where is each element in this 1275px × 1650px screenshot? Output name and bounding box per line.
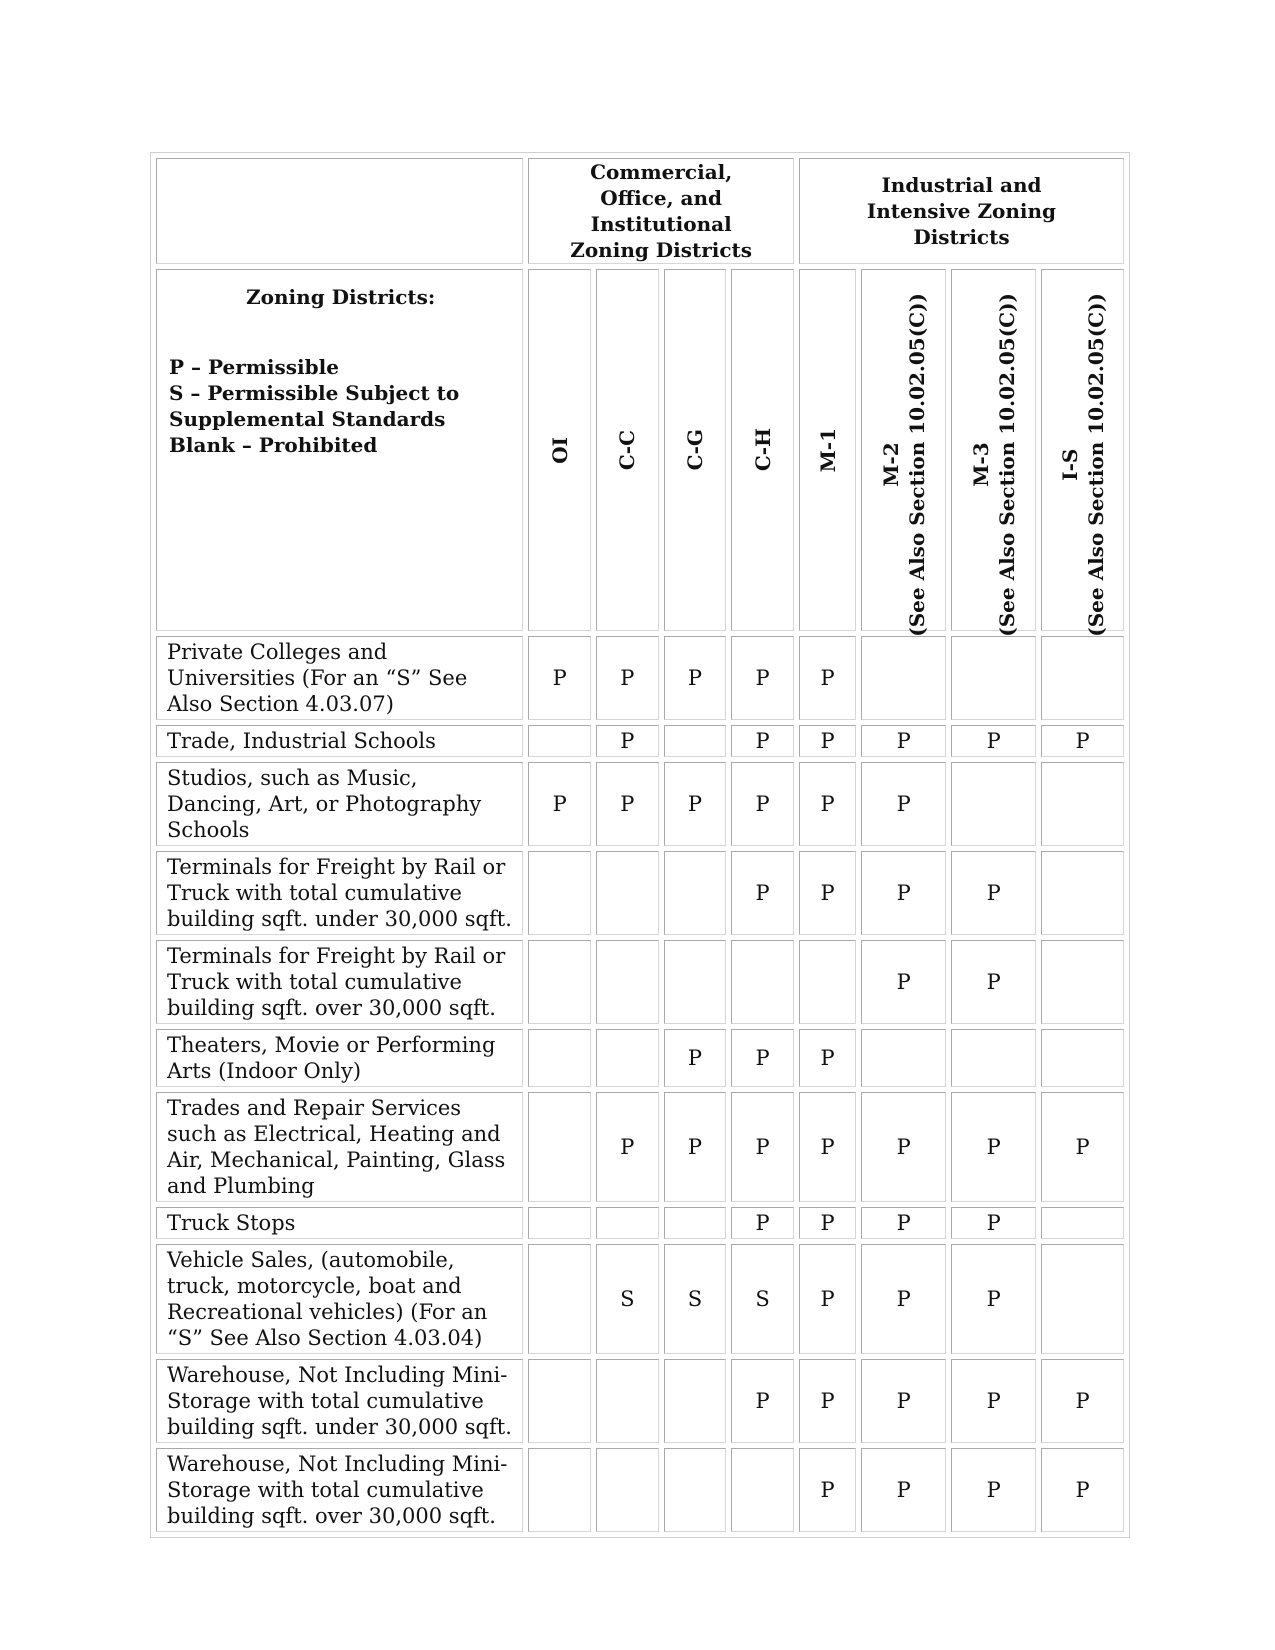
permission-cell (528, 1029, 591, 1087)
permission-cell (528, 940, 591, 1024)
permission-cell (731, 1448, 794, 1532)
permission-cell: P (731, 1092, 794, 1202)
permission-cell (1041, 940, 1124, 1024)
permission-cell (528, 1092, 591, 1202)
permission-cell: P (596, 762, 659, 846)
permission-cell: P (799, 762, 856, 846)
permission-cell (596, 940, 659, 1024)
permission-cell (596, 1359, 659, 1443)
permission-cell (528, 1207, 591, 1239)
permission-cell: P (799, 1207, 856, 1239)
permission-cell: P (799, 1448, 856, 1532)
permission-cell (1041, 851, 1124, 935)
permission-cell (1041, 762, 1124, 846)
permission-cell (528, 1359, 591, 1443)
permission-cell (1041, 636, 1124, 720)
permission-cell: P (1041, 1092, 1124, 1202)
legend-cell (156, 269, 523, 631)
permission-cell: P (664, 762, 727, 846)
column-code: C-C (615, 429, 640, 471)
table-row (156, 1359, 1124, 1443)
permission-cell: S (731, 1244, 794, 1354)
permission-cell (951, 1029, 1036, 1087)
use-name-cell: Private Colleges and Universities (For an “S” See Also Section 4.03.07) (156, 636, 523, 720)
legend-permissible: P – Permissible (169, 355, 339, 379)
column-note: (See Also Section 10.02.05(C)) (904, 293, 929, 637)
permission-cell: P (799, 1092, 856, 1202)
permission-cell (596, 1207, 659, 1239)
permission-cell (951, 762, 1036, 846)
column-header-oi (528, 269, 591, 631)
column-note: (See Also Section 10.02.05(C)) (994, 293, 1019, 637)
blank-corner-cell (156, 158, 523, 264)
permission-cell: P (731, 1359, 794, 1443)
group-commercial-header (528, 158, 794, 264)
permission-cell: P (861, 1207, 946, 1239)
column-header-c-h (731, 269, 794, 631)
permission-cell: P (664, 1092, 727, 1202)
permission-cell: P (1041, 1359, 1124, 1443)
permission-cell: P (731, 636, 794, 720)
permission-cell: P (528, 636, 591, 720)
permission-cell: P (664, 1029, 727, 1087)
column-header-m-1 (799, 269, 856, 631)
table-row (156, 1207, 1124, 1239)
legend-supplemental-line2: Supplemental Standards (169, 407, 446, 431)
permission-cell: S (664, 1244, 727, 1354)
permission-cell (664, 940, 727, 1024)
use-name-cell: Theaters, Movie or Performing Arts (Indoor Only) (156, 1029, 523, 1087)
permission-cell: P (731, 1207, 794, 1239)
permission-cell: P (951, 940, 1036, 1024)
permission-cell: P (731, 1029, 794, 1087)
permission-cell: P (951, 1092, 1036, 1202)
permission-cell: P (861, 851, 946, 935)
use-name-cell: Vehicle Sales, (automobile, truck, motorcycle, boat and Recreational vehicles) (For an “S” See Also Section 4.03.04) (156, 1244, 523, 1354)
permission-cell (664, 1207, 727, 1239)
permission-cell: P (861, 1359, 946, 1443)
column-header-c-g (664, 269, 727, 631)
permission-cell: P (951, 1244, 1036, 1354)
permission-cell: P (951, 1207, 1036, 1239)
use-name-cell: Terminals for Freight by Rail or Truck with total cumulative building sqft. over 30,000 sqft. (156, 940, 523, 1024)
column-code: C-G (682, 429, 707, 471)
permission-cell: P (799, 851, 856, 935)
table-row (156, 1092, 1124, 1202)
permission-cell: P (799, 1029, 856, 1087)
column-code: OI (547, 436, 572, 464)
column-code: C-H (750, 428, 775, 472)
permission-cell: P (861, 725, 946, 757)
use-name-cell: Trade, Industrial Schools (156, 725, 523, 757)
permission-cell: P (731, 851, 794, 935)
group-header-row (156, 158, 1124, 264)
table-row (156, 636, 1124, 720)
permission-cell: P (951, 725, 1036, 757)
legend-title: Zoning Districts: (246, 285, 436, 309)
permission-cell: P (951, 1448, 1036, 1532)
table-row (156, 940, 1124, 1024)
column-code: M-3 (968, 442, 993, 488)
permission-cell (596, 1448, 659, 1532)
use-name-cell: Studios, such as Music, Dancing, Art, or Photography Schools (156, 762, 523, 846)
group-industrial-header (799, 158, 1124, 264)
permission-cell (731, 940, 794, 1024)
group-commercial-label: Commercial, Office, and Institutional Zoning Districts (570, 160, 753, 262)
permission-cell: P (861, 1244, 946, 1354)
table-row (156, 1029, 1124, 1087)
permission-cell (951, 636, 1036, 720)
table-row (156, 725, 1124, 757)
permission-cell: P (731, 762, 794, 846)
permission-cell (596, 851, 659, 935)
permission-cell (596, 1029, 659, 1087)
permission-cell: P (664, 636, 727, 720)
zoning-body (156, 636, 1124, 1532)
permission-cell (799, 940, 856, 1024)
permission-cell (861, 636, 946, 720)
zoning-table (150, 152, 1130, 1538)
permission-cell (1041, 1207, 1124, 1239)
table-row (156, 1244, 1124, 1354)
column-header-m-2 (861, 269, 946, 637)
permission-cell: S (596, 1244, 659, 1354)
permission-cell: P (1041, 725, 1124, 757)
legend-supplemental-line1: S – Permissible Subject to (169, 381, 460, 405)
permission-cell: P (731, 725, 794, 757)
permission-cell (664, 725, 727, 757)
permission-cell: P (1041, 1448, 1124, 1532)
use-name-cell: Terminals for Freight by Rail or Truck with total cumulative building sqft. under 30,000 sqft. (156, 851, 523, 935)
column-code: M-1 (815, 427, 840, 473)
group-industrial-label: Industrial and Intensive Zoning Districts (866, 173, 1057, 249)
permission-cell (664, 1448, 727, 1532)
use-name-cell: Warehouse, Not Including Mini-Storage with total cumulative building sqft. under 30,000 sqft. (156, 1359, 523, 1443)
permission-cell: P (799, 1244, 856, 1354)
table-row (156, 1448, 1124, 1532)
permission-cell (528, 725, 591, 757)
permission-cell (664, 851, 727, 935)
table-row (156, 851, 1124, 935)
column-header-i-s (1041, 269, 1124, 637)
legend-prohibited: Blank – Prohibited (169, 433, 378, 457)
permission-cell: P (861, 1092, 946, 1202)
column-header-row (156, 269, 1124, 631)
permission-cell: P (596, 636, 659, 720)
permission-cell: P (799, 636, 856, 720)
use-name-cell: Warehouse, Not Including Mini-Storage with total cumulative building sqft. over 30,000 sqft. (156, 1448, 523, 1532)
column-header-m-3 (951, 269, 1036, 637)
column-note: (See Also Section 10.02.05(C)) (1083, 293, 1108, 637)
column-code: M-2 (878, 442, 903, 488)
permission-cell: P (528, 762, 591, 846)
use-name-cell: Trades and Repair Services such as Electrical, Heating and Air, Mechanical, Painting, Glass and Plumbing (156, 1092, 523, 1202)
table-row (156, 762, 1124, 846)
permission-cell (1041, 1029, 1124, 1087)
permission-cell (664, 1359, 727, 1443)
permission-cell (528, 1244, 591, 1354)
permission-cell: P (861, 940, 946, 1024)
column-code: I-S (1057, 448, 1082, 481)
use-name-cell: Truck Stops (156, 1207, 523, 1239)
permission-cell (528, 851, 591, 935)
permission-cell: P (861, 762, 946, 846)
permission-cell (861, 1029, 946, 1087)
permission-cell: P (951, 1359, 1036, 1443)
column-header-c-c (596, 269, 659, 631)
permission-cell: P (799, 725, 856, 757)
permission-cell: P (799, 1359, 856, 1443)
permission-cell: P (951, 851, 1036, 935)
permission-cell: P (596, 1092, 659, 1202)
permission-cell (528, 1448, 591, 1532)
permission-cell: P (596, 725, 659, 757)
permission-cell: P (861, 1448, 946, 1532)
permission-cell (1041, 1244, 1124, 1354)
